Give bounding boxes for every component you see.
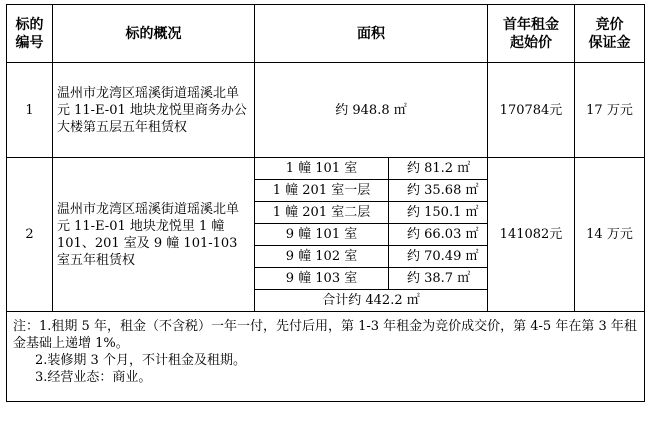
lot-2-price: 141082元 — [488, 158, 575, 312]
room-area: 约 150.1 ㎡ — [389, 202, 488, 224]
header-overview: 标的概况 — [53, 5, 255, 63]
room-area: 约 70.49 ㎡ — [389, 246, 488, 268]
room-name: 1 幢 201 室一层 — [255, 180, 389, 202]
note-3: 3.经营业态：商业。 — [35, 370, 152, 385]
lot-row-1 — [7, 63, 645, 158]
lot-1-no: 1 — [7, 63, 53, 158]
header-area: 面积 — [255, 5, 488, 63]
lot-2-desc: 温州市龙湾区瑶溪街道瑶溪北单元 11-E-01 地块龙悦里 1 幢 101、201 室及 9 幢 101-103 室五年租赁权 — [53, 158, 255, 312]
room-area: 约 38.7 ㎡ — [389, 268, 488, 290]
lot-1-price: 170784元 — [488, 63, 575, 158]
header-deposit: 竞价 保证金 — [575, 5, 645, 63]
lot-2-no: 2 — [7, 158, 53, 312]
lease-lots-table — [6, 4, 645, 402]
room-area: 约 66.03 ㎡ — [389, 224, 488, 246]
room-name: 9 幢 103 室 — [255, 268, 389, 290]
notes-cell — [7, 312, 645, 402]
room-name: 9 幢 102 室 — [255, 246, 389, 268]
notes-row — [7, 312, 645, 402]
lot-1-area: 约 948.8 ㎡ — [255, 63, 488, 158]
room-area: 约 35.68 ㎡ — [389, 180, 488, 202]
header-row — [7, 5, 645, 63]
room-area: 约 81.2 ㎡ — [389, 158, 488, 180]
room-name: 1 幢 101 室 — [255, 158, 389, 180]
lot-2-deposit: 14 万元 — [575, 158, 645, 312]
room-name: 9 幢 101 室 — [255, 224, 389, 246]
lot-2-total-area: 合计约 442.2 ㎡ — [255, 290, 488, 312]
room-name: 1 幢 201 室二层 — [255, 202, 389, 224]
header-start-price: 首年租金 起始价 — [488, 5, 575, 63]
lot-1-deposit: 17 万元 — [575, 63, 645, 158]
lot-row-2 — [7, 158, 645, 180]
note-2: 2.装修期 3 个月，不计租金及租期。 — [35, 353, 246, 368]
note-1: 注：1.租期 5 年，租金（不含税）一年一付，先付后用，第 1-3 年租金为竞价成交价，第 4-5 年在第 3 年租金基础上递增 1%。 — [13, 319, 637, 351]
lot-1-desc: 温州市龙湾区瑶溪街道瑶溪北单元 11-E-01 地块龙悦里商务办公大楼第五层五年租赁权 — [53, 63, 255, 158]
header-lot-no: 标的 编号 — [7, 5, 53, 63]
